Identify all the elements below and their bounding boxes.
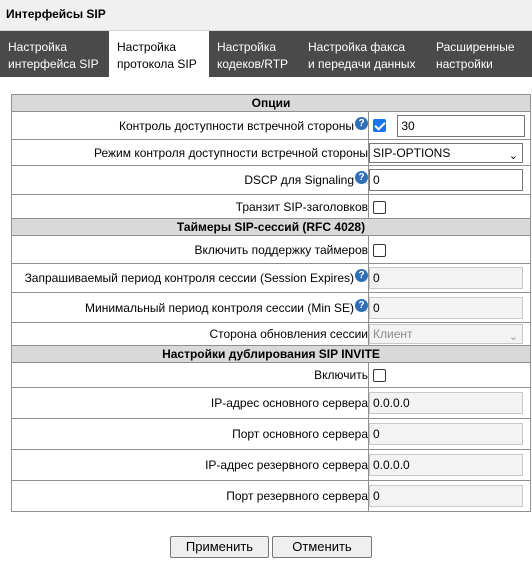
backup-ip-input[interactable]: 0.0.0.0 xyxy=(369,454,523,476)
min-se-label: Минимальный период контроля сессии (Min SE) xyxy=(85,300,354,315)
tab-label-line1: Настройка факса xyxy=(308,40,406,54)
apply-button[interactable]: Применить xyxy=(170,536,269,558)
help-icon[interactable]: ? xyxy=(355,117,368,130)
section-invite-duplication: Настройки дублирования SIP INVITE xyxy=(12,346,531,363)
enable-timers-checkbox[interactable] xyxy=(373,244,386,257)
help-icon[interactable]: ? xyxy=(355,269,368,282)
chevron-down-icon: ⌄ xyxy=(508,149,518,162)
tab-sip-interface[interactable] xyxy=(0,31,109,77)
backup-port-input[interactable]: 0 xyxy=(369,485,523,507)
section-timers: Таймеры SIP-сессий (RFC 4028) xyxy=(12,219,531,236)
tab-label-line1: Настройка xyxy=(8,40,68,54)
peer-check-checkbox[interactable] xyxy=(373,119,386,132)
peer-check-mode-label: Режим контроля доступности встречной стороны xyxy=(12,140,369,166)
min-se-input[interactable]: 0 xyxy=(369,297,523,319)
peer-check-mode-select[interactable] xyxy=(369,143,523,163)
help-icon[interactable]: ? xyxy=(355,171,368,184)
tab-bar xyxy=(0,31,532,77)
tab-label-line1: Расширенные xyxy=(436,40,515,54)
tab-label-line2: кодеков/RTP xyxy=(217,57,289,71)
tab-codecs-rtp[interactable] xyxy=(209,31,300,77)
backup-port-label: Порт резервного сервера xyxy=(12,481,369,512)
session-expires-label: Запрашиваемый период контроля сессии (Session Expires) xyxy=(24,271,354,285)
peer-check-label: Контроль доступности встречной стороны xyxy=(118,118,354,133)
transit-headers-label: Транзит SIP-заголовков xyxy=(12,195,369,219)
tab-fax-data[interactable] xyxy=(300,31,428,77)
primary-ip-input[interactable]: 0.0.0.0 xyxy=(369,392,523,414)
primary-port-input[interactable]: 0 xyxy=(369,423,523,445)
cancel-button[interactable]: Отменить xyxy=(272,536,372,558)
tab-advanced[interactable] xyxy=(428,31,532,77)
section-options: Опции xyxy=(12,95,531,112)
tab-label-line2: настройки xyxy=(436,57,493,71)
primary-ip-label: IP-адрес основного сервера xyxy=(12,388,369,419)
transit-headers-checkbox[interactable] xyxy=(373,201,386,214)
peer-check-mode-value: SIP-OPTIONS xyxy=(373,145,451,160)
session-expires-input[interactable]: 0 xyxy=(369,267,523,289)
backup-ip-label: IP-адрес резервного сервера xyxy=(12,450,369,481)
tab-label-line2: и передачи данных xyxy=(308,57,416,71)
chevron-down-icon: ⌄ xyxy=(508,331,518,343)
enable-timers-label: Включить поддержку таймеров xyxy=(12,236,369,264)
dscp-input[interactable]: 0 xyxy=(369,169,523,191)
tab-label-line1: Настройка xyxy=(117,40,177,54)
peer-check-interval-input[interactable]: 30 xyxy=(397,115,525,137)
refresher-label: Сторона обновления сессии xyxy=(12,323,369,346)
tab-label-line2: интерфейса SIP xyxy=(8,57,99,71)
dup-enable-label: Включить xyxy=(12,363,369,388)
help-icon[interactable]: ? xyxy=(355,299,368,312)
tab-label-line1: Настройка xyxy=(217,40,277,54)
window-title: Интерфейсы SIP xyxy=(0,0,532,31)
tab-label-line2: протокола SIP xyxy=(117,57,197,71)
dscp-label: DSCP для Signaling xyxy=(244,173,354,187)
refresher-value: Клиент xyxy=(373,327,413,341)
primary-port-label: Порт основного сервера xyxy=(12,419,369,450)
settings-table xyxy=(11,94,531,512)
refresher-select[interactable] xyxy=(369,324,523,344)
tab-sip-protocol[interactable] xyxy=(109,31,209,77)
dup-enable-checkbox[interactable] xyxy=(373,369,386,382)
